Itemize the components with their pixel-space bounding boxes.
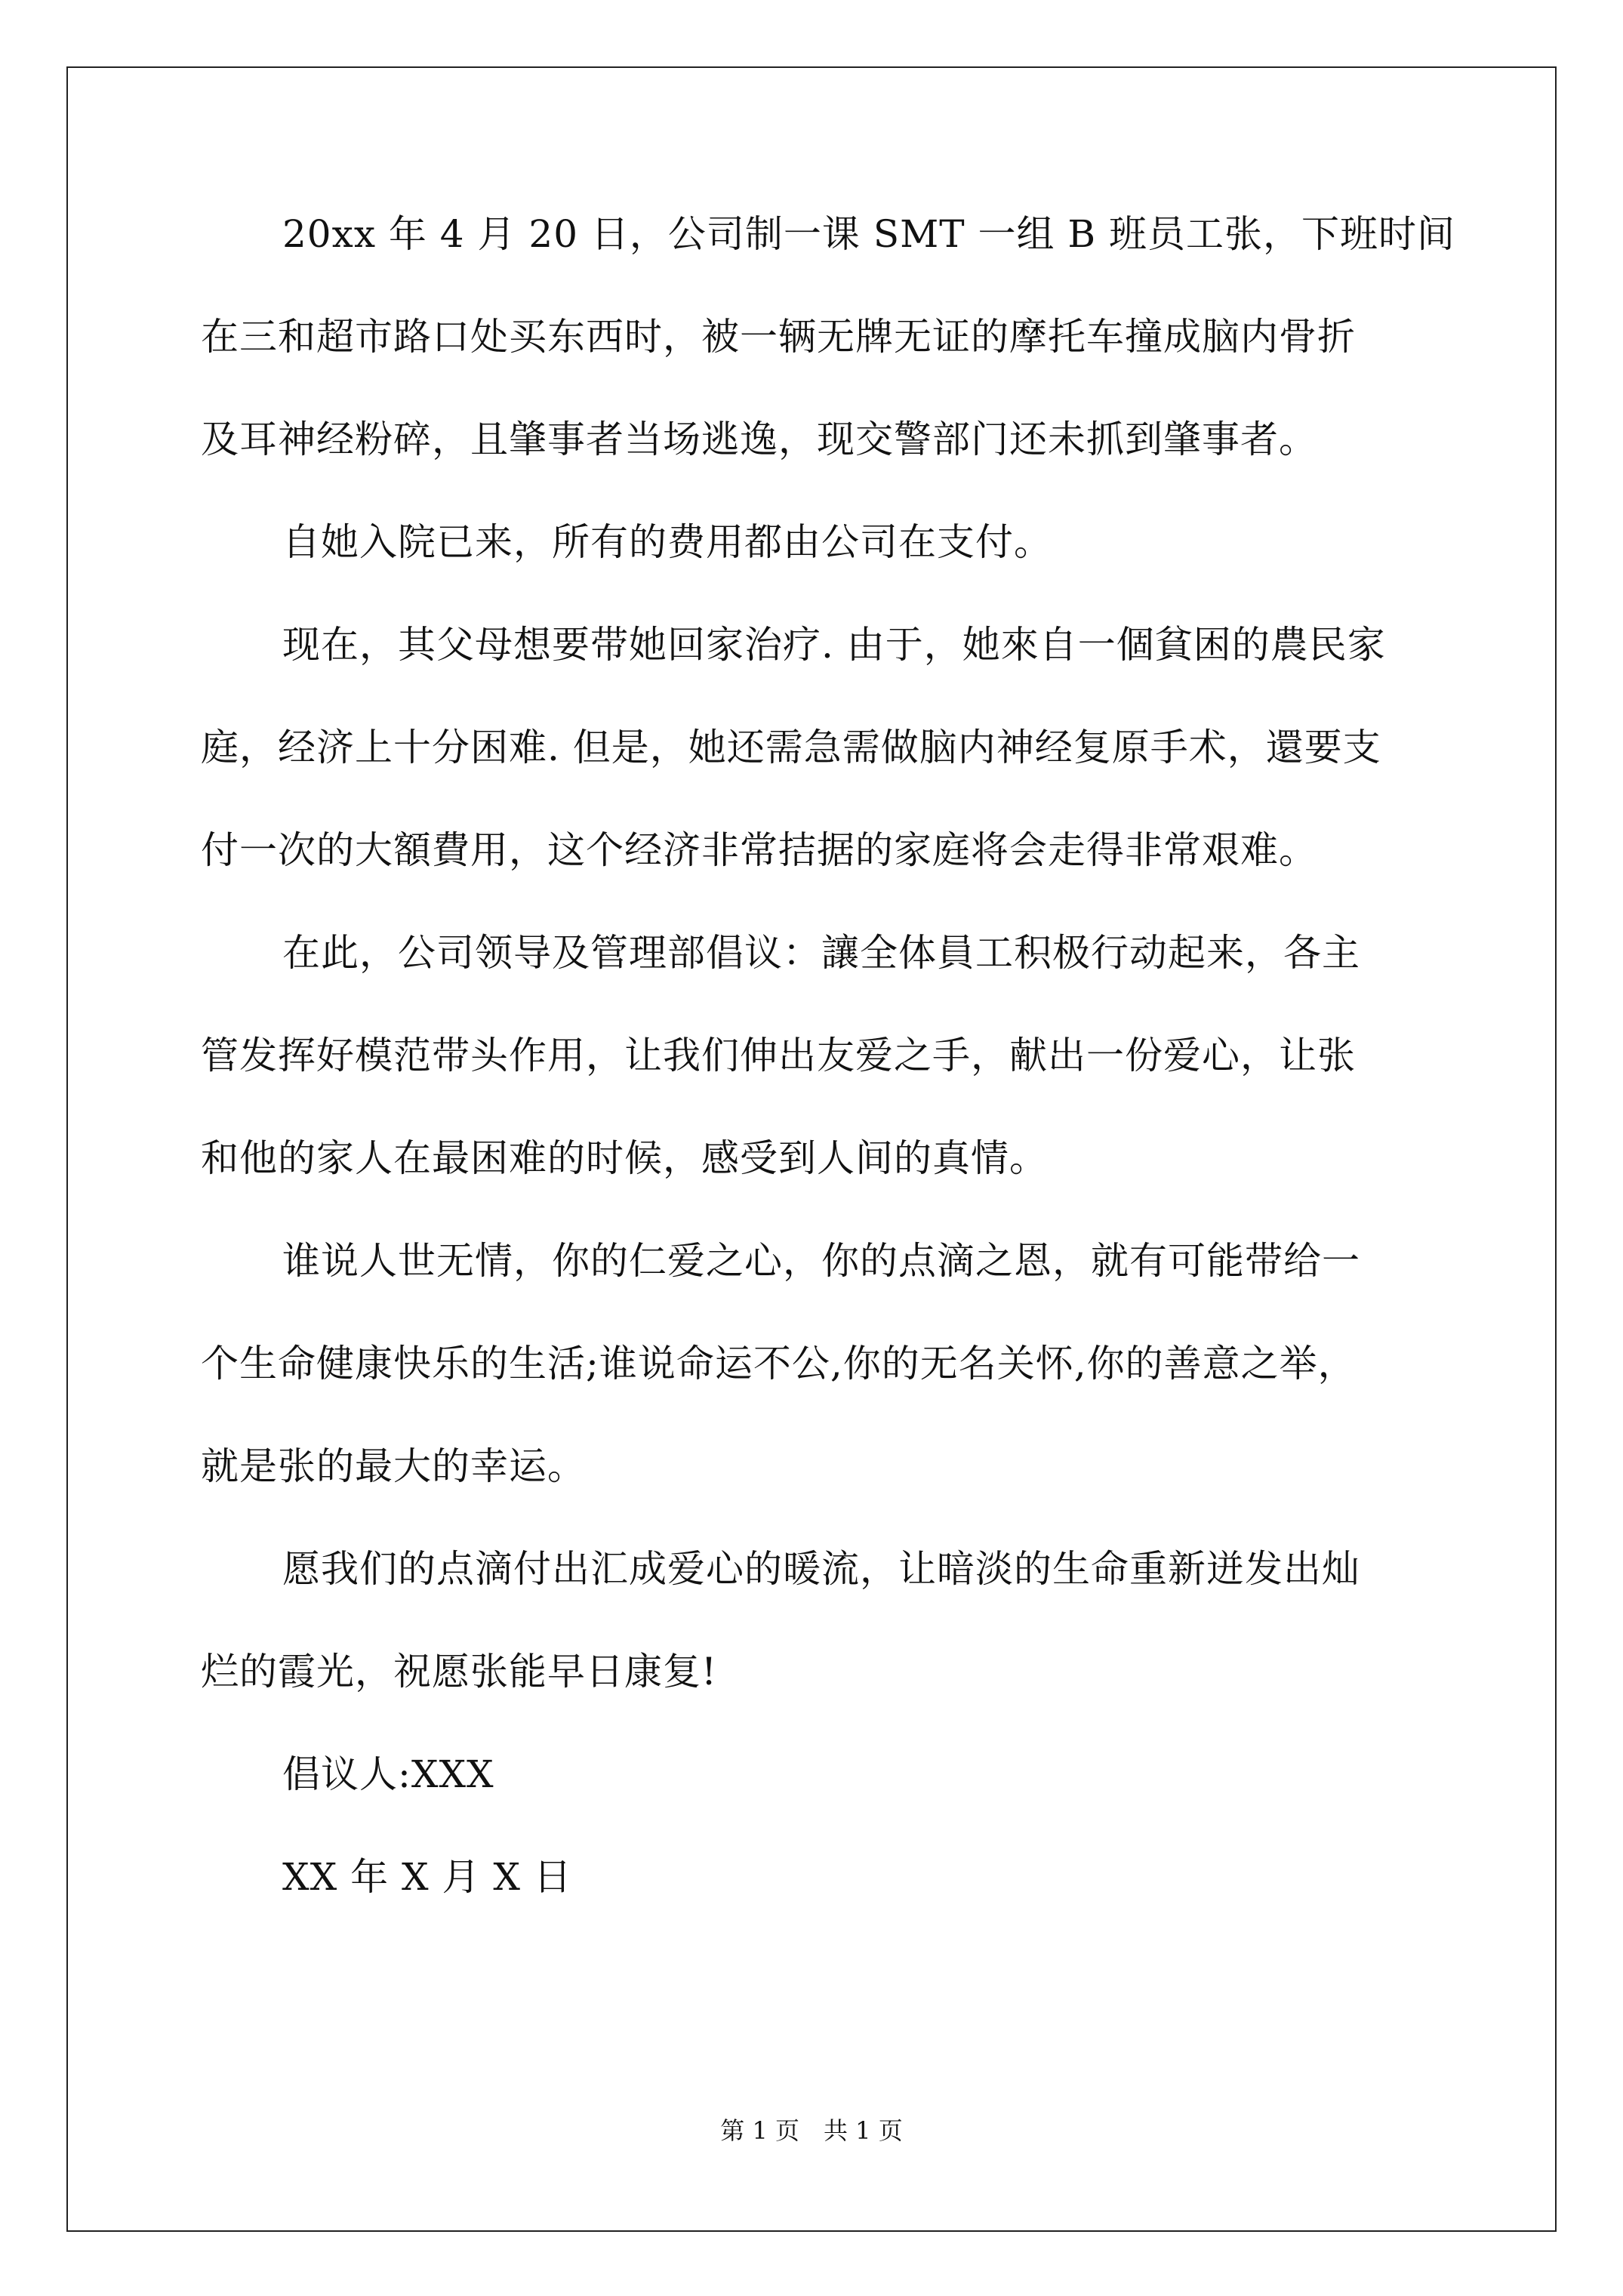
- paragraph-5-line-2: 个生命健康快乐的生活;谁说命运不公,你的无名关怀,你的善意之举，: [201, 1342, 1357, 1385]
- paragraph-4-line-1: 在此，公司领导及管理部倡议：讓全体員工积极行动起来，各主: [282, 931, 1360, 975]
- paragraph-6-line-1: 愿我们的点滴付出汇成爱心的暖流，让暗淡的生命重新迸发出灿: [282, 1547, 1360, 1591]
- paragraph-1-line-3: 及耳神经粉碎，且肇事者当场逃逸，现交警部门还未抓到肇事者。: [201, 418, 1317, 461]
- page-number-footer: 第 1 页 共 1 页: [720, 2116, 903, 2145]
- initiator-signature: 倡议人:XXX: [282, 1752, 494, 1796]
- paragraph-3-line-1: 现在，其父母想要带她回家治疗. 由于，她來自一個貧困的農民家: [282, 623, 1386, 667]
- paragraph-2-line-1: 自她入院已来，所有的费用都由公司在支付。: [282, 520, 1052, 564]
- paragraph-3-line-3: 付一次的大額費用，这个经济非常拮据的家庭将会走得非常艰难。: [201, 828, 1317, 872]
- document-date: XX 年 X 月 X 日: [282, 1855, 572, 1899]
- paragraph-5-line-1: 谁说人世无情，你的仁爱之心，你的点滴之恩，就有可能带给一: [282, 1239, 1360, 1283]
- paragraph-6-line-2: 烂的霞光，祝愿张能早日康复!: [201, 1650, 718, 1693]
- paragraph-1-line-2: 在三和超市路口处买东西时，被一辆无牌无证的摩托车撞成脑内骨折: [201, 315, 1356, 359]
- paragraph-4-line-3: 和他的家人在最困难的时候，感受到人间的真情。: [201, 1136, 1048, 1180]
- paragraph-5-line-3: 就是张的最大的幸运。: [201, 1444, 586, 1488]
- paragraph-4-line-2: 管发挥好模范带头作用，让我们伸出友爱之手，献出一份爱心，让张: [201, 1034, 1356, 1077]
- paragraph-1-line-1: 20xx 年 4 月 20 日，公司制一课 SMT 一组 B 班员工张，下班时间: [282, 212, 1456, 256]
- paragraph-3-line-2: 庭，经济上十分困难. 但是，她还需急需做脑内神经复原手术，還要支: [201, 726, 1381, 769]
